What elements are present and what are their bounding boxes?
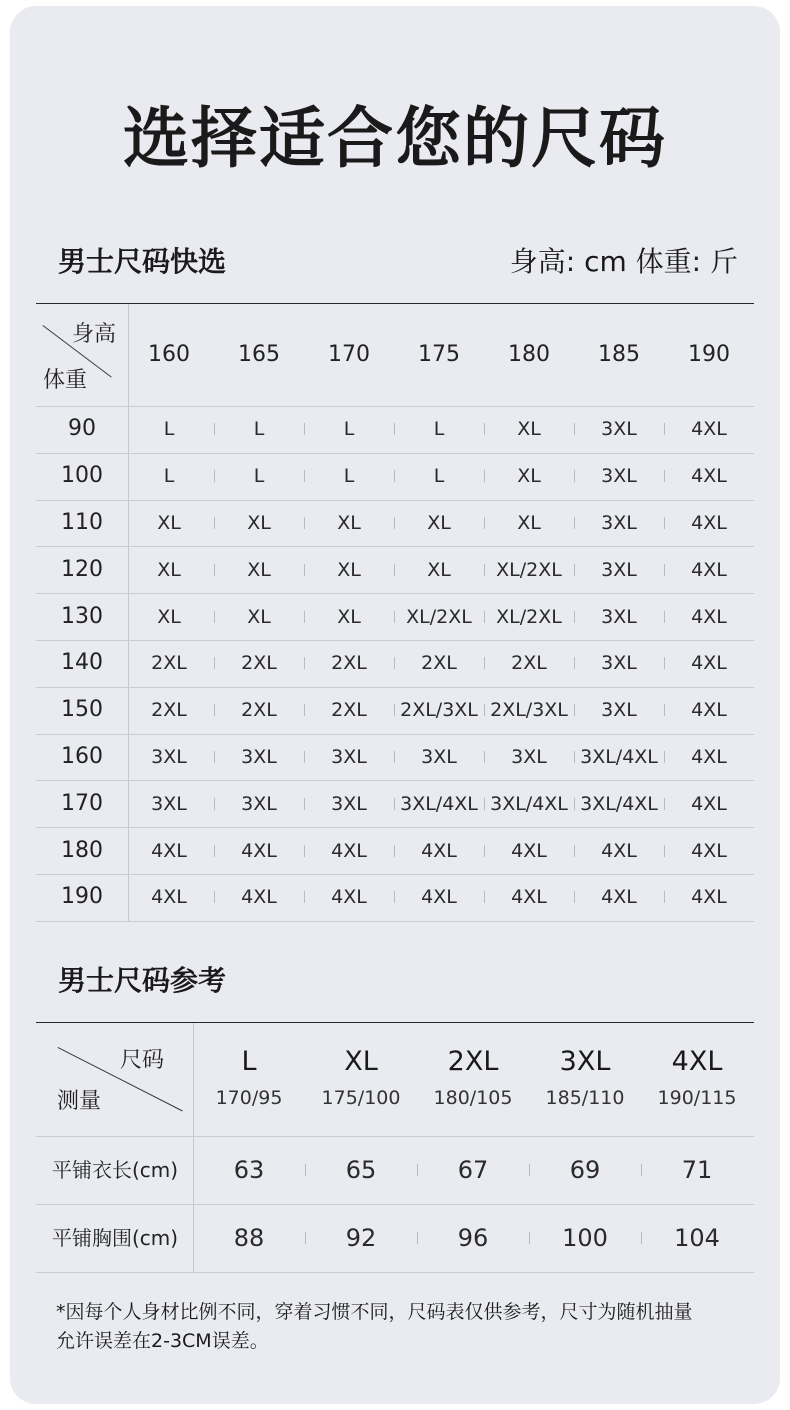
size-cell: 4XL (691, 605, 727, 628)
row-divider (36, 1272, 754, 1273)
size-cell: 4XL (241, 886, 277, 909)
size-cell: XL (517, 418, 541, 441)
size-name: 4XL (671, 1046, 723, 1077)
size-cell: 4XL (421, 886, 457, 909)
size-cell: XL (337, 605, 361, 628)
size-cell: 4XL (511, 839, 547, 862)
size-cell: 3XL (601, 699, 637, 722)
weight-header: 120 (61, 556, 103, 582)
size-cell: 4XL (691, 699, 727, 722)
row-divider (36, 453, 754, 454)
measurement-value: 92 (345, 1224, 377, 1252)
size-cell: 4XL (691, 465, 727, 488)
size-cell: 2XL (331, 699, 367, 722)
size-cell: 4XL (421, 839, 457, 862)
measurement-value: 65 (345, 1156, 377, 1184)
measurement-label: 平铺衣长(cm) (51, 1158, 179, 1182)
corner-label-measure: 测量 (57, 1089, 102, 1114)
size-cell: 4XL (151, 886, 187, 909)
size-cell: 4XL (691, 652, 727, 675)
size-cell: L (343, 465, 355, 488)
measurement-value: 63 (233, 1156, 265, 1184)
size-cell: 3XL (601, 465, 637, 488)
size-cell: L (163, 465, 175, 488)
row-divider (36, 406, 754, 407)
size-cell: 2XL (241, 699, 277, 722)
size-cell: XL (517, 512, 541, 534)
size-cell: 2XL/3XL (400, 699, 478, 722)
corner-label-size: 尺码 (120, 1048, 165, 1073)
size-cell: L (343, 418, 355, 441)
size-name: 2XL (447, 1046, 499, 1077)
row-divider (36, 1136, 754, 1137)
measurement-value: 88 (233, 1224, 265, 1252)
size-cell: 3XL (331, 792, 367, 815)
size-cell: 2XL/3XL (490, 699, 568, 722)
height-header: 190 (688, 342, 730, 367)
size-cell: XL (517, 465, 541, 488)
page-title: 选择适合您的尺码 (123, 100, 667, 177)
size-cell: 3XL (421, 746, 457, 768)
row-divider (36, 734, 754, 735)
size-cell: XL (427, 512, 451, 534)
size-spec: 180/105 (433, 1087, 513, 1109)
weight-header: 190 (61, 884, 103, 910)
measurement-label: 平铺胸围(cm) (51, 1226, 179, 1250)
size-cell: 4XL (151, 839, 187, 862)
size-cell: 2XL (151, 652, 187, 675)
size-cell: 3XL (151, 792, 187, 815)
measurement-value: 71 (681, 1156, 713, 1184)
size-cell: 4XL (511, 886, 547, 909)
row-divider (36, 921, 754, 922)
row-divider (36, 640, 754, 641)
size-cell: XL/2XL (496, 558, 562, 581)
size-cell: 4XL (691, 746, 727, 768)
size-cell: 3XL (331, 746, 367, 768)
size-cell: L (433, 418, 445, 441)
size-cell: 2XL (421, 652, 457, 675)
measurement-value: 104 (674, 1224, 720, 1252)
size-cell: 4XL (691, 558, 727, 581)
size-cell: 3XL (601, 605, 637, 628)
size-cell: 3XL (241, 746, 277, 768)
row-divider (36, 500, 754, 501)
size-cell: 4XL (691, 418, 727, 441)
row-divider (36, 874, 754, 875)
quick-select-top-rule (36, 303, 754, 304)
size-cell: XL (157, 558, 181, 581)
size-cell: 4XL (601, 886, 637, 909)
size-cell: 3XL (601, 512, 637, 534)
size-cell: XL (247, 512, 271, 534)
size-cell: 2XL (241, 652, 277, 675)
height-header: 175 (418, 342, 460, 367)
size-cell: 4XL (241, 839, 277, 862)
disclaimer-note (56, 1298, 746, 1356)
size-cell: 3XL (601, 558, 637, 581)
weight-header: 130 (61, 603, 103, 629)
size-cell: XL (157, 605, 181, 628)
size-name: L (241, 1046, 257, 1077)
corner-label-height: 身高 (72, 322, 117, 347)
size-spec: 185/110 (545, 1087, 625, 1109)
row-divider (36, 546, 754, 547)
weight-header: 180 (61, 837, 103, 863)
size-cell: XL/2XL (496, 605, 562, 628)
row-divider (36, 593, 754, 594)
size-cell: L (253, 465, 265, 488)
height-header: 160 (148, 342, 190, 367)
weight-header: 170 (61, 790, 103, 816)
size-cell: 4XL (691, 839, 727, 862)
height-header: 180 (508, 342, 550, 367)
height-header: 165 (238, 342, 280, 367)
measurement-value: 100 (562, 1224, 608, 1252)
size-cell: L (163, 418, 175, 441)
disclaimer-line: *因每个人身材比例不同，穿着习惯不同，尺码表仅供参考，尺寸为随机抽量 (56, 1301, 693, 1323)
row-divider (36, 780, 754, 781)
height-header: 185 (598, 342, 640, 367)
weight-header: 150 (61, 697, 103, 723)
size-spec: 175/100 (321, 1087, 401, 1109)
size-cell: 2XL (511, 652, 547, 675)
row-divider (36, 827, 754, 828)
unit-note: 身高: cm 体重: 斤 (509, 245, 738, 278)
row-divider (36, 687, 754, 688)
size-cell: L (253, 418, 265, 441)
measurement-value: 69 (569, 1156, 601, 1184)
row-divider (36, 1204, 754, 1205)
corner-label-weight: 体重 (43, 368, 88, 393)
size-cell: 3XL (151, 746, 187, 768)
size-cell: XL (157, 512, 181, 534)
size-spec: 190/115 (657, 1087, 737, 1109)
size-cell: XL (247, 558, 271, 581)
size-cell: 3XL/4XL (580, 792, 658, 815)
size-cell: 3XL/4XL (580, 746, 658, 768)
size-cell: 3XL (601, 652, 637, 675)
weight-header: 160 (61, 744, 103, 769)
height-header: 170 (328, 342, 370, 367)
size-cell: 3XL/4XL (490, 792, 568, 815)
size-name: 3XL (559, 1046, 611, 1077)
weight-header: 100 (61, 463, 103, 489)
measurement-value: 96 (457, 1224, 489, 1252)
size-cell: XL (337, 512, 361, 534)
size-cell: 4XL (691, 886, 727, 909)
weight-header: 110 (61, 510, 103, 535)
size-cell: 3XL (601, 418, 637, 441)
size-cell: 2XL (331, 652, 367, 675)
size-spec: 170/95 (215, 1087, 283, 1109)
reference-title: 男士尺码参考 (58, 964, 227, 997)
size-cell: 3XL (511, 746, 547, 768)
size-cell: 4XL (331, 886, 367, 909)
weight-header: 140 (61, 650, 103, 676)
quick-select-title: 男士尺码快选 (58, 245, 227, 278)
size-cell: XL/2XL (406, 605, 472, 628)
size-cell: XL (337, 558, 361, 581)
size-cell: 4XL (691, 792, 727, 815)
weight-header: 90 (68, 416, 96, 442)
measurement-value: 67 (457, 1156, 489, 1184)
size-cell: XL (427, 558, 451, 581)
size-cell: L (433, 465, 445, 488)
size-cell: 2XL (151, 699, 187, 722)
disclaimer-line: 允许误差在2-3CM误差。 (56, 1330, 269, 1352)
size-cell: 4XL (601, 839, 637, 862)
size-cell: 4XL (691, 512, 727, 534)
size-cell: 3XL (241, 792, 277, 815)
reference-top-rule (36, 1022, 754, 1023)
size-cell: 4XL (331, 839, 367, 862)
size-name: XL (344, 1046, 378, 1077)
size-cell: 3XL/4XL (400, 792, 478, 815)
size-cell: XL (247, 605, 271, 628)
